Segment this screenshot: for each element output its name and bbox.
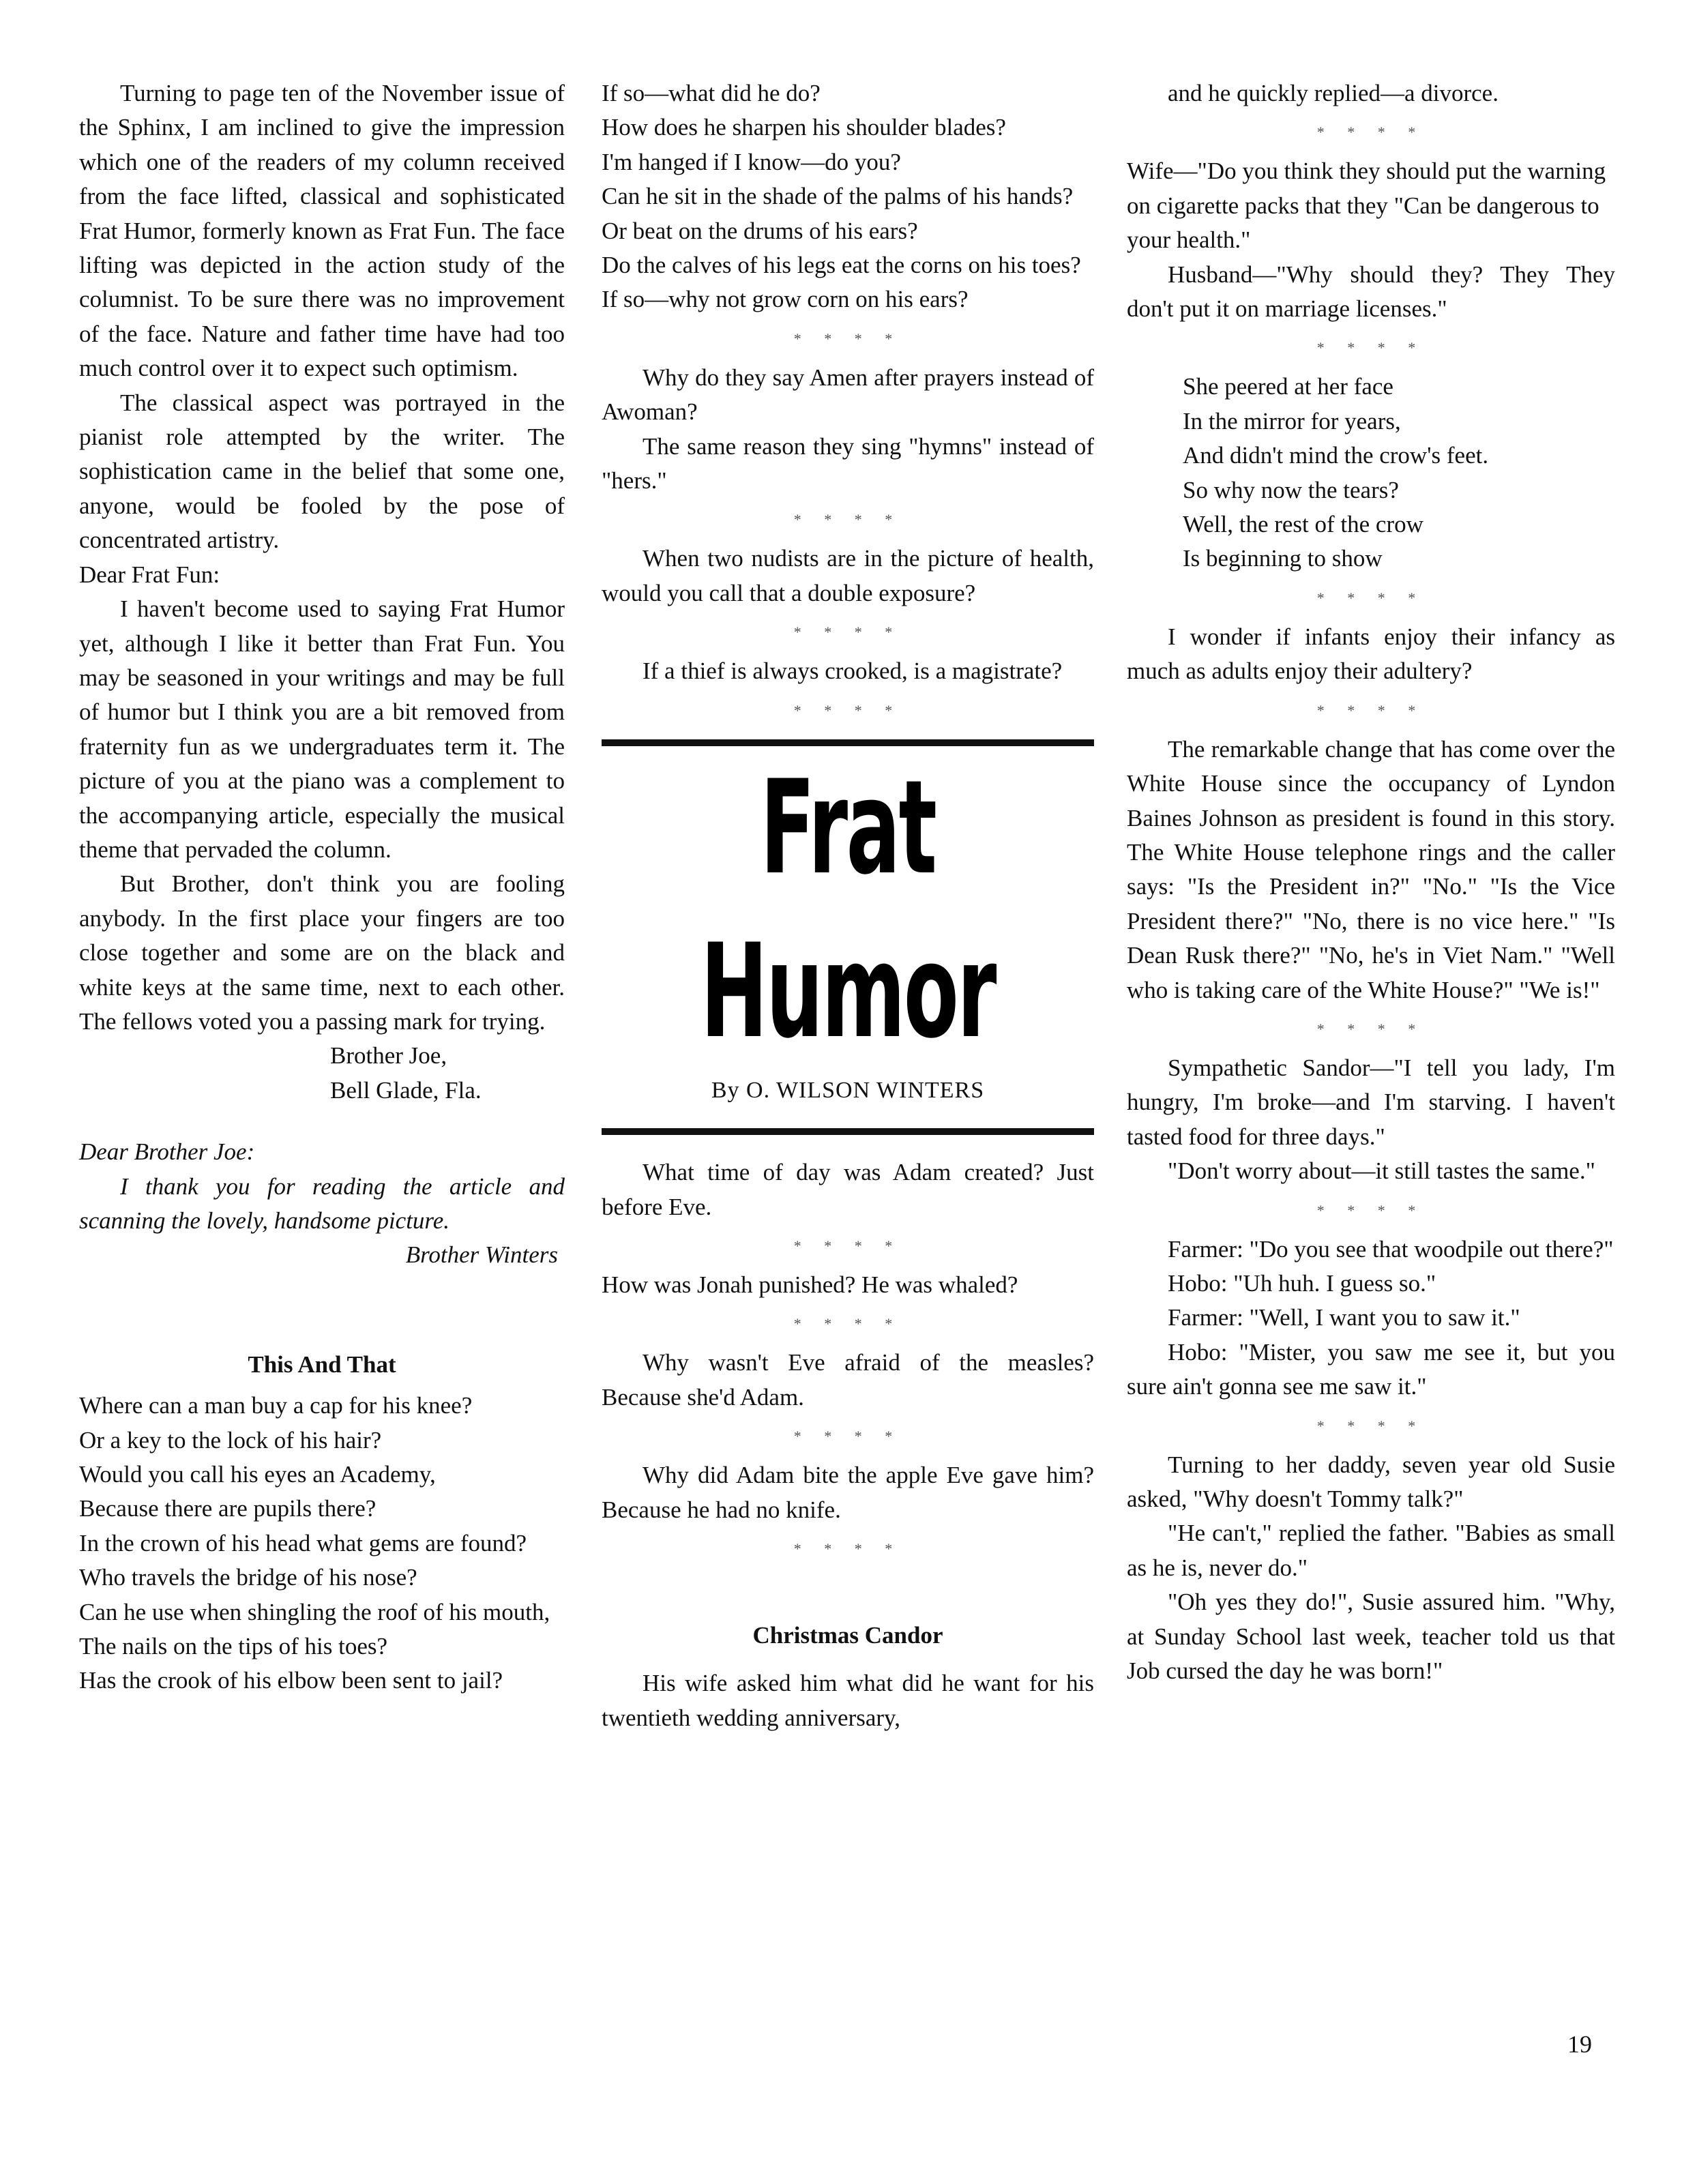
separator: * * * *	[793, 623, 902, 641]
poem-line: She peered at her face	[1183, 373, 1393, 400]
letter-signature-name: Brother Joe,	[330, 1042, 447, 1069]
intro-paragraph-2: The classical aspect was portrayed in the pianist role attempted by the writer. The sophistication came in the belief that some one, anyone, would be fooled by the pose of concentrated artistry.	[79, 389, 565, 554]
poem-line: Or beat on the drums of his ears?	[602, 217, 918, 244]
joke-infants: I wonder if infants enjoy their infancy as much as adults enjoy their adultery?	[1127, 623, 1615, 685]
reply-salutation: Dear Brother Joe:	[79, 1138, 255, 1166]
christmas-candor-text: His wife asked him what did he want for his twentieth wedding anniversary,	[602, 1670, 1094, 1731]
joke-measles: Why wasn't Eve afraid of the measles? Because she'd Adam.	[602, 1349, 1094, 1411]
poem-line: Would you call his eyes an Academy,	[79, 1461, 436, 1488]
separator: * * * *	[793, 329, 902, 347]
reply-body: I thank you for reading the article and scanning the lovely, handsome picture.	[79, 1172, 565, 1234]
separator: * * * *	[1316, 123, 1426, 141]
letter-paragraph-2: But Brother, don't think you are fooling anybody. In the first place your fingers are too close together and some are on the black and white keys at the same time, next to each other. The fellows voted you a passing mark for trying.	[79, 870, 565, 1035]
intro-paragraph-1: Turning to page ten of the November issue of the Sphinx, I am inclined to give the impression which one of the readers of my column received from the face lifted, classical and sophisticated Frat Humor, formerly known as Frat Fun. The face lifting was depicted in the action study of the columnist. To be sure there was no improvement of the face. Nature and father time have had too much control over it to expect such optimism.	[79, 80, 565, 382]
column-3	[1127, 76, 1615, 1688]
poem-line: Has the crook of his elbow been sent to jail?	[79, 1667, 503, 1694]
title-frat: Frat	[760, 752, 936, 903]
joke-white-house: The remarkable change that has come over the White House since the occupancy of Lyndon Baines Johnson as president is found in this story. The White House telephone rings and the caller says: "Is the President in?" "No." "Is the Vice President there?" "No, there is no vice here." "Is Dean Rusk there?" "No, he's in Viet Nam." "Well who is taking care of the White House?" "We is!"	[1127, 735, 1615, 1003]
joke-thief: If a thief is always crooked, is a magistrate?	[643, 658, 1063, 685]
joke-nudists: When two nudists are in the picture of health, would you call that a double exposure?	[602, 545, 1094, 606]
joke-adam: What time of day was Adam created? Just before Eve.	[602, 1159, 1094, 1220]
separator: * * * *	[793, 1315, 902, 1333]
poem-line: How does he sharpen his shoulder blades?	[602, 114, 1006, 141]
separator: * * * *	[793, 511, 902, 529]
joke-apple: Why did Adam bite the apple Eve gave him? Because he had no knife.	[602, 1462, 1094, 1523]
title-top-rule	[602, 739, 1094, 746]
poem-line: Because there are pupils there?	[79, 1495, 377, 1522]
poem-line: Is beginning to show	[1183, 545, 1383, 572]
reply-signature: Brother Winters	[405, 1241, 558, 1269]
joke-susie-2: "He can't," replied the father. "Babies as small as he is, never do."	[1127, 1520, 1615, 1581]
separator: * * * *	[793, 1539, 902, 1557]
poem-line: If so—what did he do?	[602, 80, 821, 106]
page-number: 19	[1567, 2031, 1592, 2058]
column-1	[79, 76, 565, 1698]
separator: * * * *	[1316, 1201, 1426, 1219]
poem-line: Who travels the bridge of his nose?	[79, 1564, 417, 1591]
title-humor: Humor	[700, 915, 995, 1067]
joke-wife: Wife—"Do you think they should put the warning on cigarette packs that they "Can be dangerous to your health."	[1127, 158, 1606, 254]
poem-line: Can he use when shingling the roof of his mouth,	[79, 1598, 550, 1625]
letter-paragraph-1: I haven't become used to saying Frat Humor yet, although I like it better than Frat Fun. You may be seasoned in your writings and may be full of humor but I think you are a bit removed from fraternity fun as we undergraduates term it. The picture of you at the piano was a complement to the accompanying article, especially the musical theme that pervaded the column.	[79, 595, 565, 863]
poem-line: Well, the rest of the crow	[1183, 511, 1423, 538]
separator: * * * *	[793, 1237, 902, 1254]
separator: * * * *	[1316, 339, 1426, 357]
section-heading-this-and-that: This And That	[248, 1351, 396, 1378]
separator: * * * *	[793, 1428, 902, 1445]
joke-amen-answer: The same reason they sing "hymns" instead of "hers."	[602, 432, 1094, 495]
poem-line: Can he sit in the shade of the palms of his hands?	[602, 183, 1074, 210]
letter-salutation: Dear Frat Fun:	[79, 561, 220, 588]
poem-line: So why now the tears?	[1183, 476, 1399, 503]
separator: * * * *	[1316, 1417, 1426, 1434]
title-bottom-rule	[602, 1128, 1094, 1135]
letter-signature-place: Bell Glade, Fla.	[330, 1076, 482, 1104]
poem-line: Or a key to the lock of his hair?	[79, 1426, 382, 1453]
joke-jonah: How was Jonah punished? He was whaled?	[602, 1271, 1018, 1298]
byline: By O. WILSON WINTERS	[711, 1077, 985, 1103]
christmas-candor-continued: and he quickly replied—a divorce.	[1168, 80, 1499, 106]
separator: * * * *	[1316, 701, 1426, 719]
joke-sandor-1: Sympathetic Sandor—"I tell you lady, I'm hungry, I'm broke—and I'm starving. I haven't tasted food for three days."	[1127, 1054, 1615, 1150]
joke-hobo-1: Hobo: "Uh huh. I guess so."	[1168, 1269, 1436, 1297]
poem-line: Where can a man buy a cap for his knee?	[79, 1392, 473, 1419]
column-2	[602, 76, 1094, 1735]
joke-hobo-2: Hobo: "Mister, you saw me see it, but you sure ain't gonna see me saw it."	[1127, 1338, 1615, 1400]
joke-amen-question: Why do they say Amen after prayers instead of Awoman?	[602, 364, 1094, 426]
separator: * * * *	[1316, 589, 1426, 606]
poem-line: In the mirror for years,	[1183, 407, 1401, 434]
poem-line: The nails on the tips of his toes?	[79, 1633, 388, 1660]
poem-line: If so—why not grow corn on his ears?	[602, 286, 969, 313]
section-heading-christmas-candor: Christmas Candor	[752, 1621, 943, 1649]
column-title	[602, 746, 1094, 1074]
poem-line: Do the calves of his legs eat the corns on his toes?	[602, 252, 1081, 279]
poem-line: In the crown of his head what gems are found?	[79, 1529, 527, 1556]
poem-line: And didn't mind the crow's feet.	[1183, 442, 1489, 469]
separator: * * * *	[1316, 1020, 1426, 1037]
joke-farmer-1: Farmer: "Do you see that woodpile out there?"	[1168, 1235, 1614, 1263]
joke-sandor-2: "Don't worry about—it still tastes the same."	[1168, 1157, 1595, 1185]
poem-line: I'm hanged if I know—do you?	[602, 148, 901, 175]
separator: * * * *	[793, 701, 902, 719]
joke-husband: Husband—"Why should they? They They don't put it on marriage licenses."	[1127, 261, 1615, 323]
joke-susie-1: Turning to her daddy, seven year old Susie asked, "Why doesn't Tommy talk?"	[1127, 1451, 1615, 1512]
joke-susie-3: "Oh yes they do!", Susie assured him. "Why, at Sunday School last week, teacher told us that Job cursed the day he was born!"	[1127, 1589, 1615, 1685]
joke-farmer-2: Farmer: "Well, I want you to saw it."	[1168, 1304, 1520, 1331]
